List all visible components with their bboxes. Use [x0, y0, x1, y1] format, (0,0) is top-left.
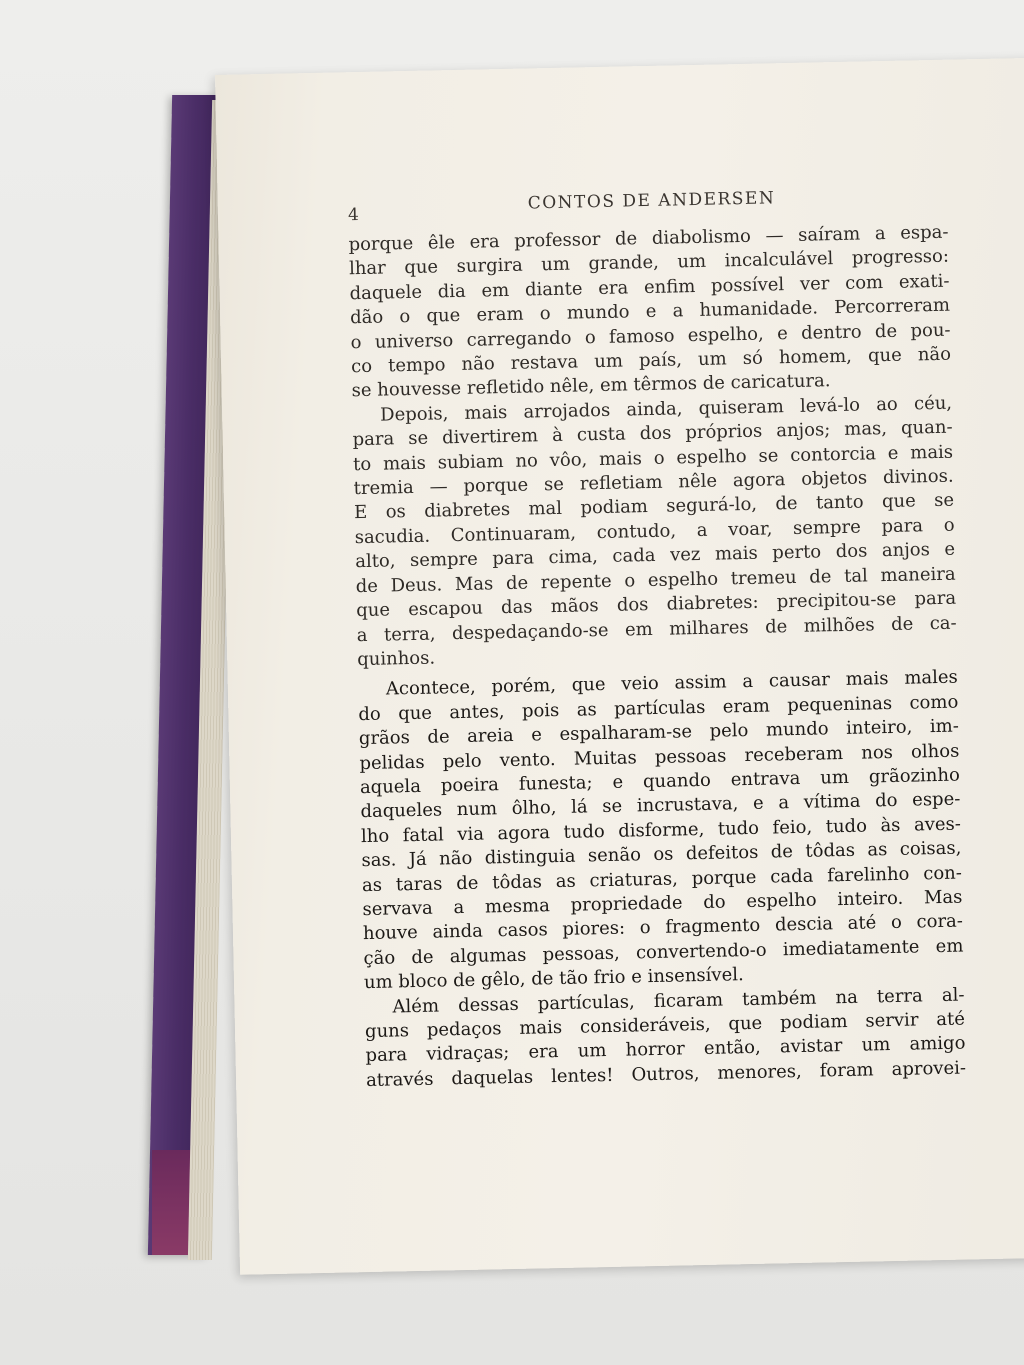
text-line: o universo carregando o famoso espelho, e dentro de pou-: [350, 319, 951, 353]
text-line: através daquelas lentes! Outros, menores, foram aprovei-: [365, 1057, 967, 1091]
text-line: Além dessas partículas, ficaram também na terra al-: [392, 984, 965, 1018]
book-page: [215, 58, 1024, 1275]
text-line: quinhos.: [357, 647, 436, 671]
text-line: daqueles num ôlho, lá se incrustava, e a vítima do espe-: [360, 788, 961, 823]
text-line: para vidraças; era um horror então, avistar um amigo: [365, 1032, 966, 1067]
text-line: co tempo não restava um país, um só homem, que não: [350, 343, 952, 378]
text-line: um bloco de gêlo, de tão frio e insensível.: [363, 964, 744, 994]
text-line: E os diabretes mal podiam segurá-lo, de tanto que se: [353, 490, 955, 524]
text-line: lho fatal via agora tudo disforme, tudo feio, tudo às aves-: [360, 813, 962, 847]
text-line: pelidas pelo vento. Muitas pessoas receberam nos olhos: [359, 740, 960, 774]
page-content: [348, 185, 967, 1094]
paragraph-4: [364, 983, 966, 1093]
text-line: a terra, despedaçando-se em milhares de milhões de ca-: [356, 612, 957, 646]
paragraph-3: [358, 666, 965, 996]
running-title: CONTOS DE ANDERSEN: [527, 188, 776, 214]
text-line: daquele dia em diante era enfim possível ver com exati-: [349, 270, 950, 305]
text-line: sas. Já não distinguia senão os defeitos de tôdas as coisas,: [361, 837, 962, 872]
text-line: sacudia. Continuaram, contudo, a voar, sempre para o: [354, 514, 955, 549]
page-number: 4: [347, 205, 360, 226]
text-line: para se divertirem à custa dos próprios anjos; mas, quan-: [352, 416, 953, 451]
text-line: to mais subiam no vôo, mais o espelho se contorcia e mais: [352, 441, 954, 475]
text-line: grãos de areia e espalharam-se pelo mundo inteiro, im-: [358, 715, 960, 750]
text-line: se houvesse refletido nêle, em têrmos de caricatura.: [351, 370, 831, 402]
text-line: servava a mesma propriedade do espelho inteiro. Mas: [362, 886, 963, 921]
text-line: as taras de tôdas as criaturas, porque cada farelinho con-: [361, 862, 963, 896]
text-line: dão o que eram o mundo e a humanidade. Percorreram: [349, 294, 951, 329]
text-line: alto, sempre para cima, cada vez mais perto dos anjos e: [355, 538, 956, 573]
text-line: que escapou das mãos dos diabretes: precipitou-se para: [356, 587, 957, 622]
text-line: porque êle era professor de diabolismo — saíram a espa-: [348, 221, 949, 256]
text-line: de Deus. Mas de repente o espelho tremeu de tal maneira: [355, 563, 956, 597]
text-line: guns pedaços mais consideráveis, que podiam servir até: [364, 1008, 966, 1043]
text-line: do que antes, pois as partículas eram pequeninas como: [358, 691, 959, 725]
text-line: ção de algumas pessoas, convertendo-o imediatamente em: [363, 935, 964, 969]
text-line: aquela poeira funesta; e quando entrava um grãozinho: [359, 764, 961, 799]
text-line: lhar que surgira um grande, um incalculável progresso:: [348, 246, 950, 280]
paragraph-2: [352, 391, 957, 672]
text-line: Depois, mais arrojados ainda, quiseram levá-lo ao céu,: [379, 392, 953, 426]
paragraph-1: [348, 221, 951, 404]
text-line: Acontece, porém, que veio assim a causar mais males: [385, 666, 958, 700]
text-line: houve ainda casos piores: o fragmento descia até o cora-: [362, 910, 964, 945]
text-line: tremia — porque se refletiam nêle agora objetos divinos.: [353, 465, 954, 500]
